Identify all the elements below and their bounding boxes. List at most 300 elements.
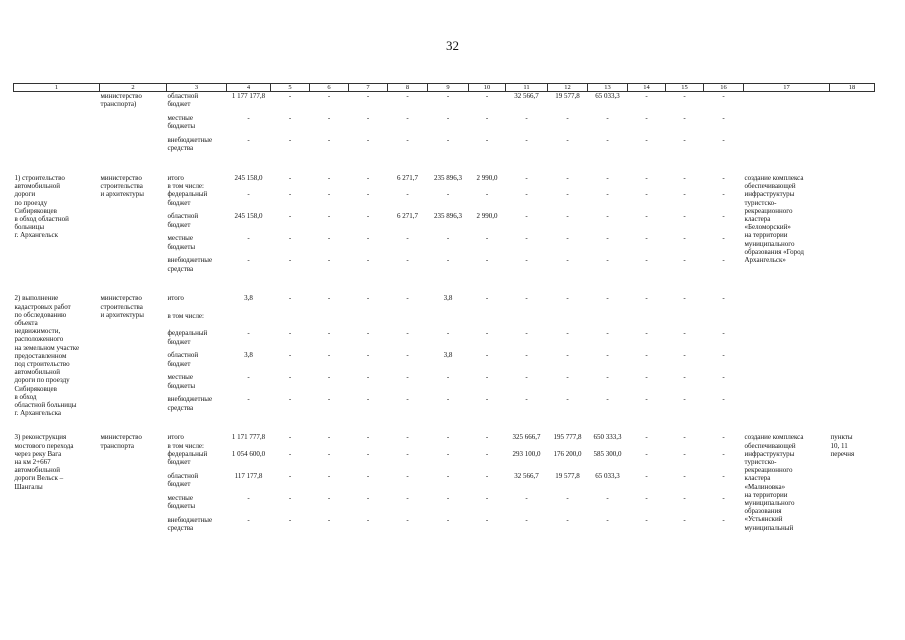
value-cell: -: [485, 515, 489, 524]
expected-result: создание комплекса обеспечивающей инфраструктуры туристско- рекреационного кластера «Беломорский» на территории муниципального образования «Город Архангельск»: [744, 174, 804, 265]
value-cell: -: [288, 395, 292, 404]
value-cell: 2 990,0: [476, 212, 498, 221]
value-cell: -: [722, 493, 725, 502]
value-cell: -: [327, 190, 331, 199]
value-cell: -: [327, 174, 331, 182]
value-cell: [349, 182, 388, 190]
value-cell: -: [722, 449, 725, 458]
value-cell: [628, 312, 666, 330]
value-cell: -: [327, 92, 331, 100]
value-cell: -: [288, 493, 292, 502]
value-cell: -: [366, 114, 370, 122]
measure-name: 3) реконструкция мостового перехода через реку Вага на км 2+667 автомобильной дороги Вельск – Шангалы: [14, 433, 74, 491]
value-cell: -: [406, 351, 409, 360]
value-cell: -: [606, 493, 609, 502]
value-cell: -: [446, 190, 450, 199]
value-cell: [628, 182, 666, 190]
value-cell: -: [645, 329, 648, 338]
value-cell: -: [525, 136, 528, 144]
value-cell: -: [683, 174, 686, 182]
value-cell: -: [683, 212, 686, 221]
value-cell: -: [525, 234, 528, 243]
value-cell: -: [485, 136, 489, 144]
table-row: [14, 294, 875, 312]
funding-source: внебюджетные средства: [167, 256, 213, 273]
column-header: 8: [388, 84, 428, 92]
value-cell: -: [722, 351, 725, 360]
value-cell: -: [485, 373, 489, 382]
value-cell: -: [406, 136, 409, 144]
value-cell: -: [406, 515, 409, 524]
value-cell: -: [485, 190, 489, 199]
value-cell: -: [446, 114, 450, 122]
value-cell: [428, 442, 469, 450]
column-header: 9: [428, 84, 469, 92]
value-cell: -: [288, 433, 292, 442]
value-cell: -: [485, 471, 489, 480]
value-cell: -: [366, 433, 370, 442]
block-spacer: [14, 158, 875, 174]
value-cell: -: [606, 136, 609, 144]
reference: [830, 294, 875, 417]
value-cell: [428, 312, 469, 330]
value-cell: -: [288, 351, 292, 360]
value-cell: 65 033,3: [595, 471, 620, 480]
value-cell: [506, 182, 548, 190]
value-cell: -: [247, 329, 250, 338]
value-cell: [469, 182, 506, 190]
executor: министерство строительства и архитектуры: [100, 294, 144, 319]
value-cell: 3,8: [244, 294, 253, 303]
value-cell: -: [406, 92, 409, 100]
value-cell: -: [366, 212, 370, 221]
value-cell: -: [645, 449, 648, 458]
column-header: 18: [830, 84, 875, 92]
value-cell: -: [366, 329, 370, 338]
value-cell: -: [566, 256, 569, 265]
value-cell: -: [288, 136, 292, 144]
value-cell: -: [247, 190, 250, 199]
value-cell: -: [485, 234, 489, 243]
value-cell: -: [606, 395, 609, 404]
value-cell: -: [446, 329, 450, 338]
value-cell: -: [247, 493, 250, 502]
value-cell: -: [566, 329, 569, 338]
value-cell: -: [288, 234, 292, 243]
value-cell: -: [722, 92, 725, 100]
value-cell: -: [722, 471, 725, 480]
value-cell: -: [525, 294, 528, 303]
value-cell: -: [406, 190, 409, 199]
value-cell: [388, 312, 428, 330]
value-cell: -: [566, 351, 569, 360]
value-cell: -: [722, 174, 725, 182]
column-header: 7: [349, 84, 388, 92]
value-cell: -: [366, 493, 370, 502]
value-cell: [388, 182, 428, 190]
column-header: 12: [548, 84, 588, 92]
value-cell: -: [683, 294, 686, 303]
value-cell: -: [446, 136, 450, 144]
value-cell: -: [406, 373, 409, 382]
value-cell: -: [288, 190, 292, 199]
funding-source: федеральный бюджет: [167, 190, 208, 207]
value-cell: -: [722, 212, 725, 221]
value-cell: 19 577,8: [555, 471, 580, 480]
value-cell: 293 100,0: [512, 449, 541, 458]
value-cell: -: [683, 234, 686, 243]
value-cell: 1 171 777,8: [231, 433, 266, 442]
block-spacer: [14, 417, 875, 433]
value-cell: -: [327, 329, 331, 338]
executor: министерство транспорта): [100, 92, 142, 109]
value-cell: 3,8: [443, 294, 453, 303]
value-cell: -: [606, 114, 609, 122]
value-cell: 195 777,8: [553, 433, 582, 442]
value-cell: 585 300,0: [593, 449, 622, 458]
funding-source: итого: [167, 174, 184, 182]
funding-source: внебюджетные средства: [167, 136, 213, 153]
value-cell: -: [722, 515, 725, 524]
value-cell: -: [722, 395, 725, 404]
value-cell: -: [446, 449, 450, 458]
value-cell: -: [366, 234, 370, 243]
value-cell: [704, 182, 744, 190]
value-cell: 32 566,7: [514, 471, 539, 480]
value-cell: [310, 312, 349, 330]
value-cell: [469, 312, 506, 330]
value-cell: -: [566, 190, 569, 199]
value-cell: -: [247, 114, 250, 122]
value-cell: [588, 442, 628, 450]
funding-source: в том числе:: [167, 311, 204, 320]
value-cell: -: [327, 212, 331, 221]
value-cell: -: [327, 294, 331, 303]
page-number: 32: [446, 38, 459, 53]
value-cell: -: [606, 234, 609, 243]
value-cell: [428, 182, 469, 190]
value-cell: -: [566, 294, 569, 303]
table-row: [14, 433, 875, 441]
value-cell: [548, 442, 588, 450]
reference: [830, 92, 875, 159]
value-cell: [310, 442, 349, 450]
column-header: 1: [14, 84, 100, 92]
funding-source: местные бюджеты: [167, 234, 196, 251]
value-cell: -: [288, 373, 292, 382]
value-cell: -: [366, 174, 370, 182]
value-cell: -: [366, 351, 370, 360]
funding-source: федеральный бюджет: [167, 449, 208, 467]
value-cell: -: [327, 256, 331, 265]
value-cell: -: [645, 114, 648, 122]
value-cell: -: [525, 395, 528, 404]
funding-source: внебюджетные средства: [167, 395, 213, 412]
value-cell: -: [327, 471, 331, 480]
value-cell: -: [406, 471, 409, 480]
value-cell: -: [722, 114, 725, 122]
value-cell: -: [406, 114, 409, 122]
value-cell: -: [566, 114, 569, 122]
value-cell: -: [566, 136, 569, 144]
value-cell: -: [327, 351, 331, 360]
value-cell: -: [722, 136, 725, 144]
value-cell: -: [525, 256, 528, 265]
column-header: 13: [588, 84, 628, 92]
value-cell: -: [485, 92, 489, 100]
value-cell: [227, 182, 271, 190]
funding-source: федеральный бюджет: [167, 329, 208, 346]
value-cell: [469, 442, 506, 450]
expected-result: [744, 92, 830, 159]
value-cell: [271, 312, 310, 330]
measure-name: 2) выполнение кадастровых работ по обследованию объекта недвижимости, расположенного на земельном участке предоставленном под строительство автомобильной дороги по проезду Сибиряковцев в обход областной больницы г. Архангельска: [14, 294, 80, 418]
value-cell: -: [327, 373, 331, 382]
value-cell: -: [366, 256, 370, 265]
funding-source: в том числе:: [167, 182, 204, 191]
value-cell: -: [406, 294, 409, 303]
value-cell: -: [366, 515, 370, 524]
value-cell: -: [566, 234, 569, 243]
value-cell: -: [247, 136, 250, 144]
funding-source: областной бюджет: [167, 212, 199, 229]
value-cell: -: [288, 329, 292, 338]
value-cell: -: [606, 212, 609, 221]
value-cell: -: [366, 395, 370, 404]
value-cell: -: [683, 190, 686, 199]
value-cell: -: [606, 329, 609, 338]
value-cell: -: [645, 256, 648, 265]
value-cell: -: [683, 493, 686, 502]
value-cell: -: [406, 395, 409, 404]
value-cell: -: [327, 136, 331, 144]
value-cell: -: [327, 114, 331, 122]
table-body: [14, 92, 875, 538]
value-cell: -: [406, 329, 409, 338]
value-cell: 1 177 177,8: [231, 92, 266, 100]
value-cell: -: [683, 351, 686, 360]
value-cell: 176 200,0: [553, 449, 582, 458]
value-cell: [588, 312, 628, 330]
executor: министерство транспорта: [100, 433, 142, 450]
value-cell: -: [446, 433, 450, 442]
value-cell: -: [288, 212, 292, 221]
funding-source: в том числе:: [167, 441, 204, 450]
value-cell: -: [722, 294, 725, 303]
funding-source: местные бюджеты: [167, 114, 196, 131]
value-cell: [227, 442, 271, 450]
value-cell: [704, 442, 744, 450]
value-cell: -: [722, 373, 725, 382]
value-cell: -: [406, 256, 409, 265]
value-cell: -: [485, 449, 489, 458]
value-cell: -: [645, 190, 648, 199]
value-cell: -: [327, 234, 331, 243]
value-cell: -: [288, 515, 292, 524]
value-cell: [506, 442, 548, 450]
value-cell: 325 666,7: [512, 433, 541, 442]
value-cell: [227, 312, 271, 330]
value-cell: -: [606, 190, 609, 199]
value-cell: -: [645, 493, 648, 502]
value-cell: -: [366, 92, 370, 100]
value-cell: -: [525, 174, 528, 182]
value-cell: -: [366, 294, 370, 303]
value-cell: 65 033,3: [595, 92, 620, 100]
value-cell: [628, 442, 666, 450]
value-cell: -: [606, 174, 609, 182]
value-cell: -: [722, 256, 725, 265]
value-cell: -: [606, 373, 609, 382]
value-cell: -: [366, 373, 370, 382]
value-cell: [388, 442, 428, 450]
column-header: 14: [628, 84, 666, 92]
value-cell: -: [446, 256, 450, 265]
value-cell: -: [288, 92, 292, 100]
reference: пункты 10, 11 перечня: [830, 433, 855, 458]
expected-result: создание комплекса обеспечивающей инфраструктуры туристско- рекреационного кластера «Малиновка» на территории муниципального образования «Устьянский муниципальный: [744, 433, 804, 532]
value-cell: -: [485, 395, 489, 404]
value-cell: -: [247, 515, 250, 524]
reference: [830, 174, 875, 278]
value-cell: -: [722, 190, 725, 199]
value-cell: -: [446, 395, 450, 404]
value-cell: [666, 182, 704, 190]
funding-source: местные бюджеты: [167, 373, 196, 390]
value-cell: 235 896,3: [434, 212, 462, 221]
column-header: 16: [704, 84, 744, 92]
value-cell: [666, 442, 704, 450]
value-cell: -: [525, 351, 528, 360]
value-cell: 245 158,0: [234, 174, 263, 182]
spacer-cell: [14, 158, 875, 174]
block-spacer: [14, 278, 875, 294]
column-header: 11: [506, 84, 548, 92]
value-cell: [271, 442, 310, 450]
measure-name: [14, 92, 100, 159]
value-cell: -: [722, 433, 725, 442]
executor: министерство строительства и архитектуры: [100, 174, 144, 199]
value-cell: -: [366, 190, 370, 199]
funding-source: местные бюджеты: [167, 493, 196, 511]
value-cell: -: [288, 294, 292, 303]
value-cell: 32 566,7: [514, 92, 539, 100]
value-cell: -: [485, 114, 489, 122]
value-cell: -: [446, 515, 450, 524]
value-cell: 650 333,3: [593, 433, 622, 442]
value-cell: 6 271,7: [397, 174, 418, 182]
value-cell: -: [645, 136, 648, 144]
value-cell: -: [645, 212, 648, 221]
value-cell: -: [327, 515, 331, 524]
value-cell: [271, 182, 310, 190]
column-header: 17: [744, 84, 830, 92]
value-cell: -: [645, 92, 648, 100]
value-cell: -: [327, 433, 331, 442]
value-cell: [349, 312, 388, 330]
value-cell: -: [525, 493, 528, 502]
funding-source: областной бюджет: [167, 351, 199, 368]
value-cell: -: [525, 114, 528, 122]
value-cell: -: [485, 433, 489, 442]
value-cell: -: [485, 493, 489, 502]
value-cell: 2 990,0: [476, 174, 498, 182]
value-cell: -: [525, 329, 528, 338]
value-cell: -: [645, 515, 648, 524]
table-row: [14, 92, 875, 115]
column-header: 15: [666, 84, 704, 92]
value-cell: -: [327, 449, 331, 458]
value-cell: -: [525, 515, 528, 524]
value-cell: -: [566, 373, 569, 382]
column-header: 10: [469, 84, 506, 92]
value-cell: -: [327, 395, 331, 404]
value-cell: [548, 312, 588, 330]
value-cell: [310, 182, 349, 190]
value-cell: -: [683, 329, 686, 338]
value-cell: -: [247, 256, 250, 265]
value-cell: -: [566, 493, 569, 502]
spacer-cell: [14, 278, 875, 294]
value-cell: -: [606, 294, 609, 303]
funding-source: итого: [167, 294, 184, 303]
value-cell: 6 271,7: [397, 212, 418, 221]
column-header: 4: [227, 84, 271, 92]
value-cell: 245 158,0: [234, 212, 263, 221]
value-cell: -: [288, 471, 292, 480]
value-cell: 3,8: [443, 351, 453, 360]
value-cell: -: [525, 212, 528, 221]
value-cell: -: [247, 234, 250, 243]
value-cell: -: [645, 234, 648, 243]
value-cell: -: [406, 449, 409, 458]
value-cell: -: [683, 515, 686, 524]
value-cell: -: [247, 395, 250, 404]
value-cell: -: [683, 92, 686, 100]
value-cell: -: [446, 493, 450, 502]
value-cell: -: [327, 493, 331, 502]
value-cell: -: [406, 234, 409, 243]
value-cell: 235 896,3: [434, 174, 462, 182]
value-cell: -: [485, 351, 489, 360]
value-cell: -: [683, 449, 686, 458]
budget-table: [13, 83, 875, 538]
value-cell: [349, 442, 388, 450]
value-cell: -: [446, 471, 450, 480]
value-cell: 3,8: [244, 351, 253, 360]
value-cell: -: [722, 329, 725, 338]
value-cell: -: [683, 373, 686, 382]
column-header: 5: [271, 84, 310, 92]
column-header: 3: [167, 84, 227, 92]
value-cell: -: [683, 471, 686, 480]
value-cell: -: [722, 234, 725, 243]
value-cell: -: [683, 256, 686, 265]
value-cell: 117 177,8: [234, 471, 263, 480]
spacer-cell: [14, 417, 875, 433]
column-header: 6: [310, 84, 349, 92]
value-cell: -: [645, 395, 648, 404]
value-cell: -: [485, 256, 489, 265]
value-cell: -: [645, 373, 648, 382]
value-cell: 1 054 600,0: [231, 449, 266, 458]
value-cell: -: [566, 174, 569, 182]
value-cell: [506, 312, 548, 330]
value-cell: -: [525, 373, 528, 382]
value-cell: -: [288, 114, 292, 122]
funding-source: итого: [167, 433, 184, 442]
value-cell: -: [247, 373, 250, 382]
